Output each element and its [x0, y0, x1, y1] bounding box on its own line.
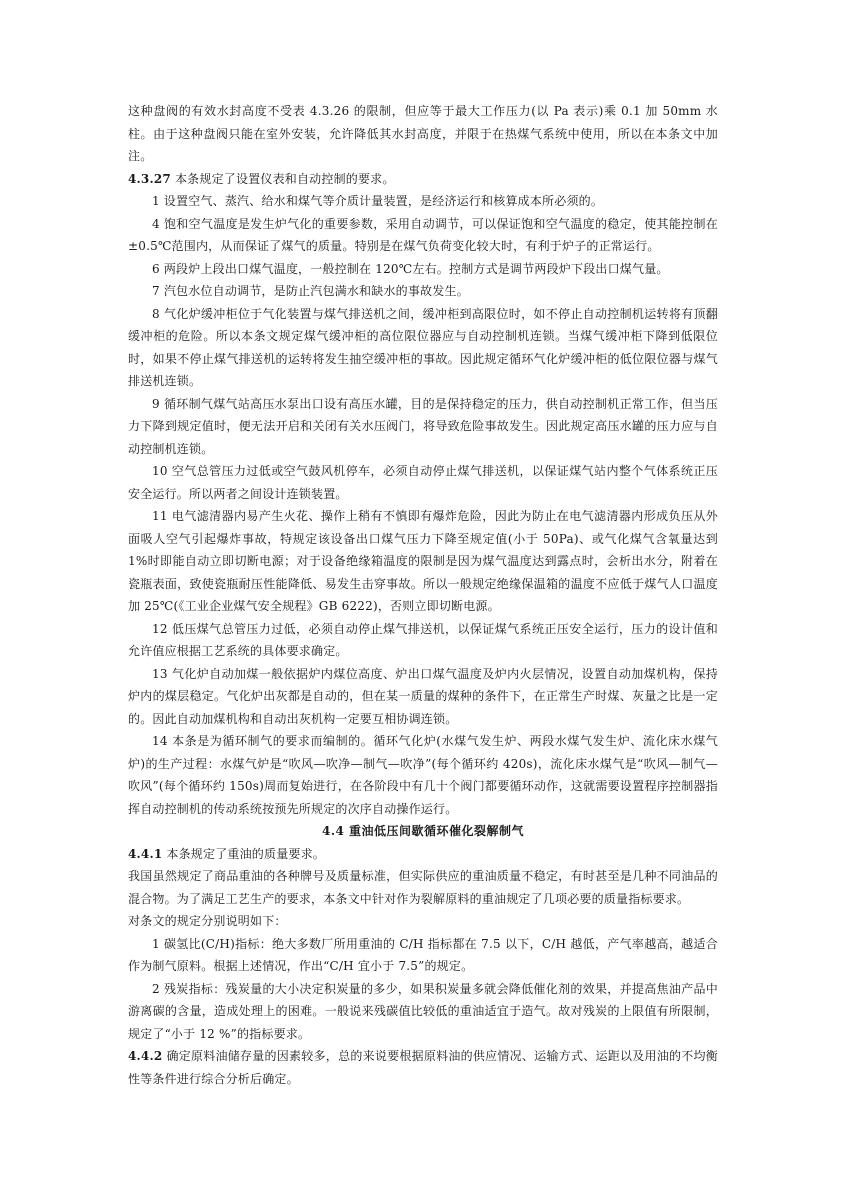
- list-item-paragraph: 4 饱和空气温度是发生炉气化的重要参数，采用自动调节，可以保证饱和空气温度的稳定，使其能控制在±0.5℃范围内，从而保证了煤气的质量。特别是在煤气负荷变化较大时，有利于炉子的正常运行。: [128, 216, 718, 253]
- list-item-paragraph: 9 循环制气煤气站高压水泵出口设有高压水罐，目的是保持稳定的压力，供自动控制机正常工作，但当压力下降到规定值时，便无法开启和关闭有关水压阀门，将导致危险事故发生。因此规定高压水罐的压力应与自动控制机连锁。: [128, 396, 718, 456]
- list-item-paragraph: 10 空气总管压力过低或空气鼓风机停车，必须自动停止煤气排送机，以保证煤气站内整个气体系统正压安全运行。所以两者之间设计连锁装置。: [128, 464, 718, 501]
- list-item-paragraph: 11 电气滤清器内易产生火花、操作上稍有不慎即有爆炸危险，因此为防止在电气滤清器内形成负压从外面吸人空气引起爆炸事故，特规定该设备出口煤气压力下降至规定值(小于 50Pa)、或气化煤气含氧量达到 1%时即能自动立即切断电源；对于设备绝缘箱温度的限制是因为煤气温度达到露点时，会析出水分，附着在瓷瓶表面，致使瓷瓶耐压性能降低、易发生击穿事故。所以一般规定绝缘保温箱的温度不应低于煤气人口温度加 25℃(《工业企业煤气安全规程》GB 6222)，否则立即切断电源。: [128, 509, 718, 613]
- paragraph: 对条文的规定分别说明如下：: [128, 914, 287, 928]
- clause-number: 4.3.27: [128, 171, 171, 186]
- clause-paragraph: [128, 168, 718, 191]
- clause-paragraph: [128, 1045, 718, 1090]
- list-item-paragraph: 1 碳氢比(C/H)指标：绝大多数厂所用重油的 C/H 指标都在 7.5 以下，C/H 越低，产气率越高，越适合作为制气原料。根据上述情况，作出“C/H 宜小于 7.5”的规定。: [128, 936, 718, 973]
- list-item-paragraph: 12 低压煤气总管压力过低，必须自动停止煤气排送机，以保证煤气系统正压安全运行，压力的设计值和允许值应根据工艺系统的具体要求确定。: [128, 621, 718, 658]
- list-item-paragraph: 1 设置空气、蒸汽、给水和煤气等介质计量装置，是经济运行和核算成本所必须的。: [152, 194, 604, 208]
- list-item-paragraph: 14 本条是为循环制气的要求而编制的。循环气化炉(水煤气发生炉、两段水煤气发生炉、流化床水煤气炉)的生产过程：水煤气炉是“吹风—吹净—制气—吹净”(每个循环约 420s)，流化床水煤气是“吹风—制气—吹风”(每个循环约 150s)周而复始进行，在各阶段中有几十个阀门都要循环动作，这就需要设置程序控制器指挥自动控制机的传动系统按预先所规定的次序自动操作运行。: [128, 734, 718, 816]
- list-item-paragraph: 2 残炭指标：残炭量的大小决定积炭量的多少，如果积炭量多就会降低催化剂的效果，并提高焦油产品中游离碳的含量，造成处理上的困难。一般说来残碳值比较低的重油适宜于造气。故对残炭的上限值有所限制，规定了“小于 12 %”的指标要求。: [128, 981, 718, 1041]
- paragraph: 我国虽然规定了商品重油的各种牌号及质量标准，但实际供应的重油质量不稳定，有时甚至是几种不同油品的混合物。为了满足工艺生产的要求，本条文中针对作为裂解原料的重油规定了几项必要的质量指标要求。: [128, 869, 718, 906]
- list-item-paragraph: 8 气化炉缓冲柜位于气化装置与煤气排送机之间，缓冲柜到高限位时，如不停止自动控制机运转将有顶翻缓冲柜的危险。所以本条文规定煤气缓冲柜的高位限位器应与自动控制机连锁。当煤气缓冲柜下降到低限位时，如果不停止煤气排送机的运转将发生抽空缓冲柜的事故。因此规定循环气化炉缓冲柜的低位限位器与煤气排送机连锁。: [128, 306, 718, 388]
- document-page: [128, 100, 718, 1090]
- clause-number: 4.4.2: [128, 1049, 163, 1063]
- section-heading: 4.4 重油低压间歇循环催化裂解制气: [321, 824, 525, 838]
- list-item-paragraph: 13 气化炉自动加煤一般依据炉内煤位高度、炉出口煤气温度及炉内火层情况，设置自动加煤机构，保持炉内的煤层稳定。气化炉出灰都是自动的，但在某一质量的煤种的条件下，在正常生产时煤、灰量之比是一定的。因此自动加煤机构和自动出灰机构一定要互相协调连锁。: [128, 666, 718, 726]
- clause-paragraph: [128, 843, 718, 866]
- list-item-paragraph: 6 两段炉上段出口煤气温度，一般控制在 120℃左右。控制方式是调节两段炉下段出口煤气量。: [152, 261, 669, 276]
- clause-text: 本条规定了设置仪表和自动控制的要求。: [174, 171, 395, 186]
- clause-text: 确定原料油储存量的因素较多，总的来说要根据原料油的供应情况、运输方式、运距以及用油的不均衡性等条件进行综合分析后确定。: [128, 1049, 718, 1086]
- clause-number: 4.4.1: [128, 846, 163, 861]
- clause-text: 本条规定了重油的质量要求。: [166, 846, 326, 861]
- paragraph: 这种盘阀的有效水封高度不受表 4.3.26 的限制，但应等于最大工作压力(以 Pa 表示)乘 0.1 加 50mm 水柱。由于这种盘阀只能在室外安装，允许降低其水封高度，并限于在热煤气系统中使用，所以在本条文中加注。: [128, 104, 718, 163]
- list-item-paragraph: 7 汽包水位自动调节，是防止汽包满水和缺水的事故发生。: [152, 284, 469, 298]
